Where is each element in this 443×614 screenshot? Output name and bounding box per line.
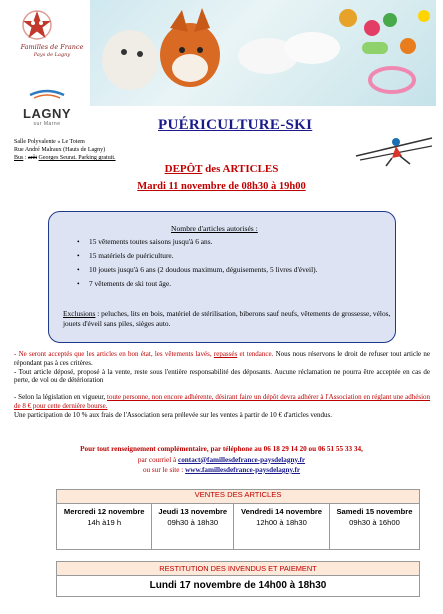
- note-paragraph: Une participation de 10 % aux frais de l'Association sera prélevée sur les ventes à partir de 10 € d'articles vendus.: [14, 410, 332, 419]
- sales-day-cell: Mercredi 12 novembre 14h à19 h: [57, 504, 152, 550]
- address-line: Salle Polyvalente « Le Totem: [14, 139, 85, 145]
- note-paragraph: - Tout article déposé, proposé à la vente, reste sous l'entière responsabilité des déposants. Aucune réclamation ne pourra être acceptée en cas de perte, de vol ou de détérioration: [14, 367, 430, 385]
- restitution-header: RESTITUTION DES INVENDUS ET PAIEMENT: [57, 562, 419, 576]
- list-item: • 10 jouets jusqu'à 6 ans (2 doudous maximum, déguisements, 5 livres d'éveil).: [77, 265, 387, 275]
- contact-info: [0, 444, 443, 476]
- page-title: PUÉRICULTURE-SKI: [158, 117, 313, 133]
- phone-line: Pour tout renseignement complémentaire, par téléphone au 06 18 29 14 20 ou 06 51 55 33 34,: [80, 445, 363, 453]
- logo-area: [14, 8, 84, 127]
- email-link[interactable]: contact@famillesdefrance-paysdelagny.fr: [178, 455, 306, 464]
- allowed-articles-box: [48, 211, 396, 343]
- lagny-wave-icon: [14, 89, 80, 101]
- sales-day-cell: Vendredi 14 novembre 12h00 à 18h30: [234, 504, 330, 550]
- address-line: Bus : arêt Georges Seurat. Parking gratuit.: [14, 155, 116, 162]
- website-line: ou sur le site : www.famillesdefrance-paysdelagny.fr: [142, 466, 301, 474]
- sales-header: VENTES DES ARTICLES: [57, 490, 420, 504]
- email-line: par courriel à contact@famillesdefrance-paysdelagny.fr: [137, 455, 306, 464]
- sales-day-cell: Jeudi 13 novembre 09h30 à 18h30: [152, 504, 234, 550]
- baby-toys-illustration: [90, 0, 436, 106]
- sales-day-cell: Samedi 15 novembre 09h30 à 16h00: [329, 504, 419, 550]
- association-logo-text: Familles de France Pays de Lagny: [20, 43, 84, 58]
- website-link[interactable]: www.famillesdefrance-paysdelagny.fr: [185, 466, 301, 474]
- rules-list: [77, 237, 387, 293]
- conditions-notes: [14, 350, 430, 420]
- familles-de-france-star-logo: [20, 8, 54, 42]
- depot-heading: DEPÔT des ARTICLES: [164, 163, 279, 175]
- sales-table: [56, 489, 420, 550]
- note-paragraph: - Selon la législation en vigueur, toute personne, non encore adhérente, désirant faire un dépôt devra adhérer à l'Association en réglant une adhésion de 8 € pour cette dernière bourse.: [14, 393, 431, 410]
- note-paragraph: - Ne seront acceptés que les articles en bon état, les vêtements lavés, repassés et tendance. Nous nous réservons le droit de refuser tout article ne répondant pas à ces critères.: [14, 350, 430, 367]
- exclusions: Exclusions : peluches, lits en bois, matériel de stérilisation, biberons sauf neufs, vêtements de grossesse, vélos, jouets d'éveil sans piles, sièges auto.: [63, 309, 391, 328]
- address-line: Rue André Malraux (Hauts de Lagny): [14, 147, 106, 154]
- list-item: • 15 vêtements toutes saisons jusqu'à 6 ans.: [77, 237, 387, 247]
- list-item: • 15 matériels de puériculture.: [77, 251, 387, 261]
- venue-address: [14, 138, 116, 163]
- list-item: • 7 vêtements de ski tout âge.: [77, 279, 387, 289]
- depot-date: Mardi 11 novembre de 08h30 à 19h00: [137, 181, 306, 192]
- rules-heading: Nombre d'articles autorisés :: [171, 224, 258, 233]
- restitution-box: [56, 561, 420, 597]
- lagny-logo: LAGNY sur Marne: [14, 88, 80, 127]
- restitution-date: Lundi 17 novembre de 14h00 à 18h30: [149, 580, 327, 591]
- banner-image: [90, 0, 436, 106]
